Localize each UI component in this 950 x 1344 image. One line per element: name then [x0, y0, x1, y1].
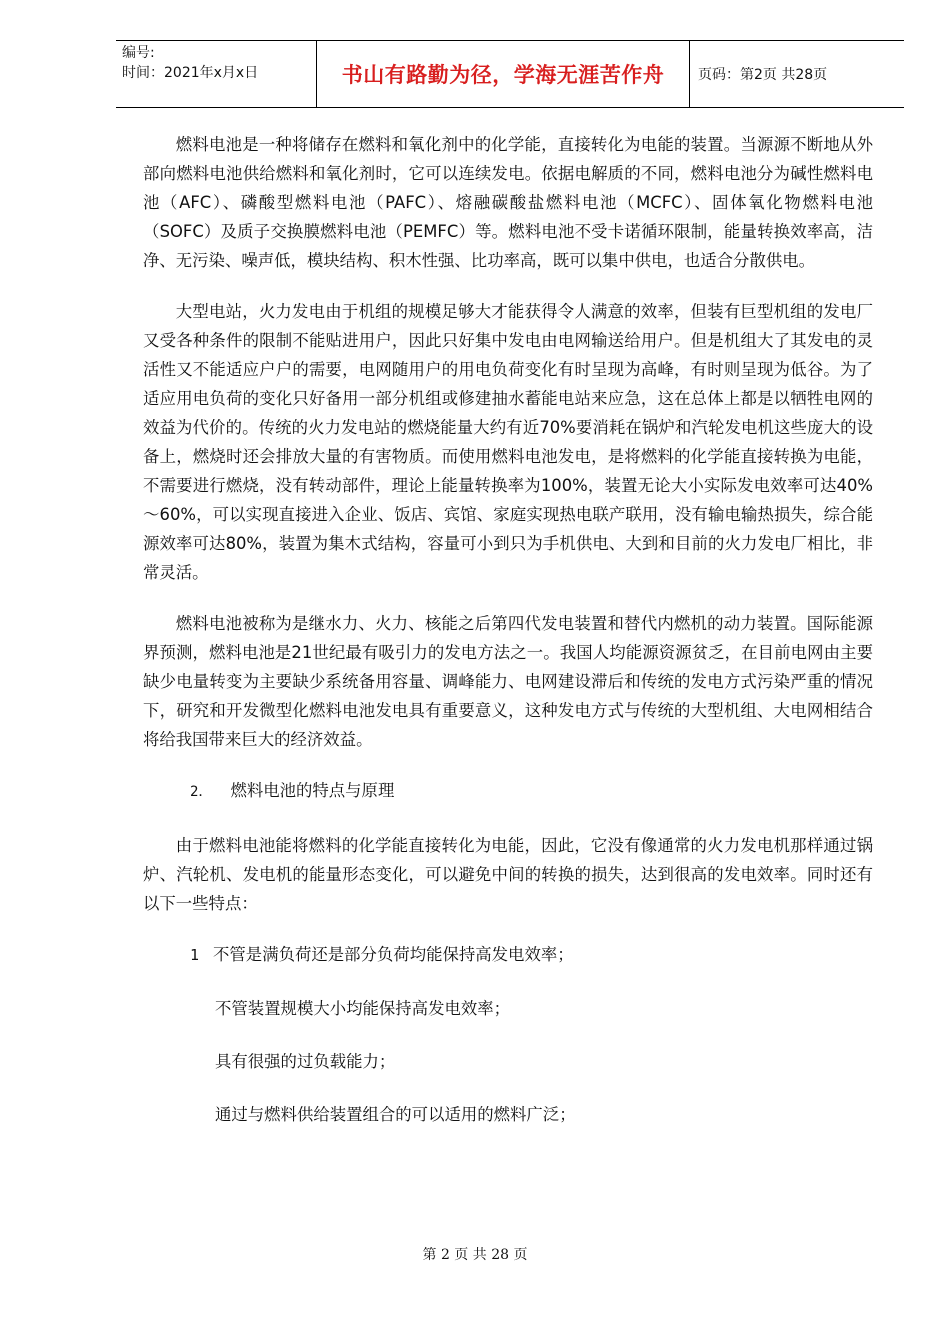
section-title: 燃料电池的特点与原理 [230, 781, 395, 800]
list-item: 具有很强的过负载能力； [215, 1052, 396, 1071]
header-meta [116, 41, 316, 107]
document-body [143, 130, 873, 1153]
document-number-label: 编号: [122, 45, 155, 61]
list-item [143, 940, 873, 970]
paragraph-intro: 燃料电池是一种将储存在燃料和氧化剂中的化学能，直接转化为电能的装置。当源源不断地从外部向燃料电池供给燃料和氧化剂时，它可以连续发电。依据电解质的不同，燃料电池分为碱性燃料电池（AFC）、磷酸型燃料电池（PAFC）、熔融碳酸盐燃料电池（MCFC）、固体氧化物燃料电池（SOFC）及质子交换膜燃料电池（PEMFC）等。燃料电池不受卡诺循环限制，能量转换效率高，洁净、无污染、噪声低，模块结构、积木性强、比功率高，既可以集中供电，也适合分散供电。 [143, 135, 873, 270]
page-header [116, 40, 904, 108]
list-item: 不管装置规模大小均能保持高发电效率； [215, 999, 511, 1018]
section-number: 2． [190, 784, 213, 800]
list-item: 通过与燃料供给装置组合的可以适用的燃料广泛； [215, 1105, 576, 1124]
page-footer: 第 2 页 共 28 页 [422, 1247, 528, 1263]
list-item-text: 不管是满负荷还是部分负荷均能保持高发电效率； [213, 945, 574, 964]
paragraph-fourth-generation: 燃料电池被称为是继水力、火力、核能之后第四代发电装置和替代内燃机的动力装置。国际能源界预测，燃料电池是21世纪最有吸引力的发电方法之一。我国人均能源资源贫乏，在目前电网由主要缺少电量转变为主要缺少系统备用容量、调峰能力、电网建设滞后和传统的发电方式污染严重的情况下，研究和开发微型化燃料电池发电具有重要意义，这种发电方式与传统的大型机组、大电网相结合将给我国带来巨大的经济效益。 [143, 614, 873, 749]
header-motto: 书山有路勤为径，学海无涯苦作舟 [316, 41, 690, 107]
list-item-number: 1 [190, 946, 200, 964]
header-page-label: 页码：第2页 共28页 [698, 67, 828, 83]
document-time-label: 时间：2021年x月x日 [122, 65, 259, 81]
paragraph-power-station: 大型电站，火力发电由于机组的规模足够大才能获得令人满意的效率，但装有巨型机组的发电厂又受各种条件的限制不能贴进用户，因此只好集中发电由电网输送给用户。但是机组大了其发电的灵活性又不能适应户户的需要，电网随用户的用电负荷变化有时呈现为高峰，有时则呈现为低谷。为了适应用电负荷的变化只好备用一部分机组或修建抽水蓄能电站来应急，这在总体上都是以牺牲电网的效益为代价的。传统的火力发电站的燃烧能量大约有近70%要消耗在锅炉和汽轮发电机这些庞大的设备上，燃烧时还会排放大量的有害物质。而使用燃料电池发电，是将燃料的化学能直接转换为电能，不需要进行燃烧，没有转动部件，理论上能量转换率为100%，装置无论大小实际发电效率可达40%～60%，可以实现直接进入企业、饭店、宾馆、家庭实现热电联产联用，没有输电输热损失，综合能源效率可达80%，装置为集木式结构，容量可小到只为手机供电、大到和目前的火力发电厂相比，非常灵活。 [143, 302, 873, 582]
paragraph-section-intro: 由于燃料电池能将燃料的化学能直接转化为电能，因此，它没有像通常的火力发电机那样通过锅炉、汽轮机、发电机的能量形态变化，可以避免中间的转换的损失，达到很高的发电效率。同时还有以下一些特点： [143, 836, 873, 913]
section-heading [143, 776, 873, 807]
